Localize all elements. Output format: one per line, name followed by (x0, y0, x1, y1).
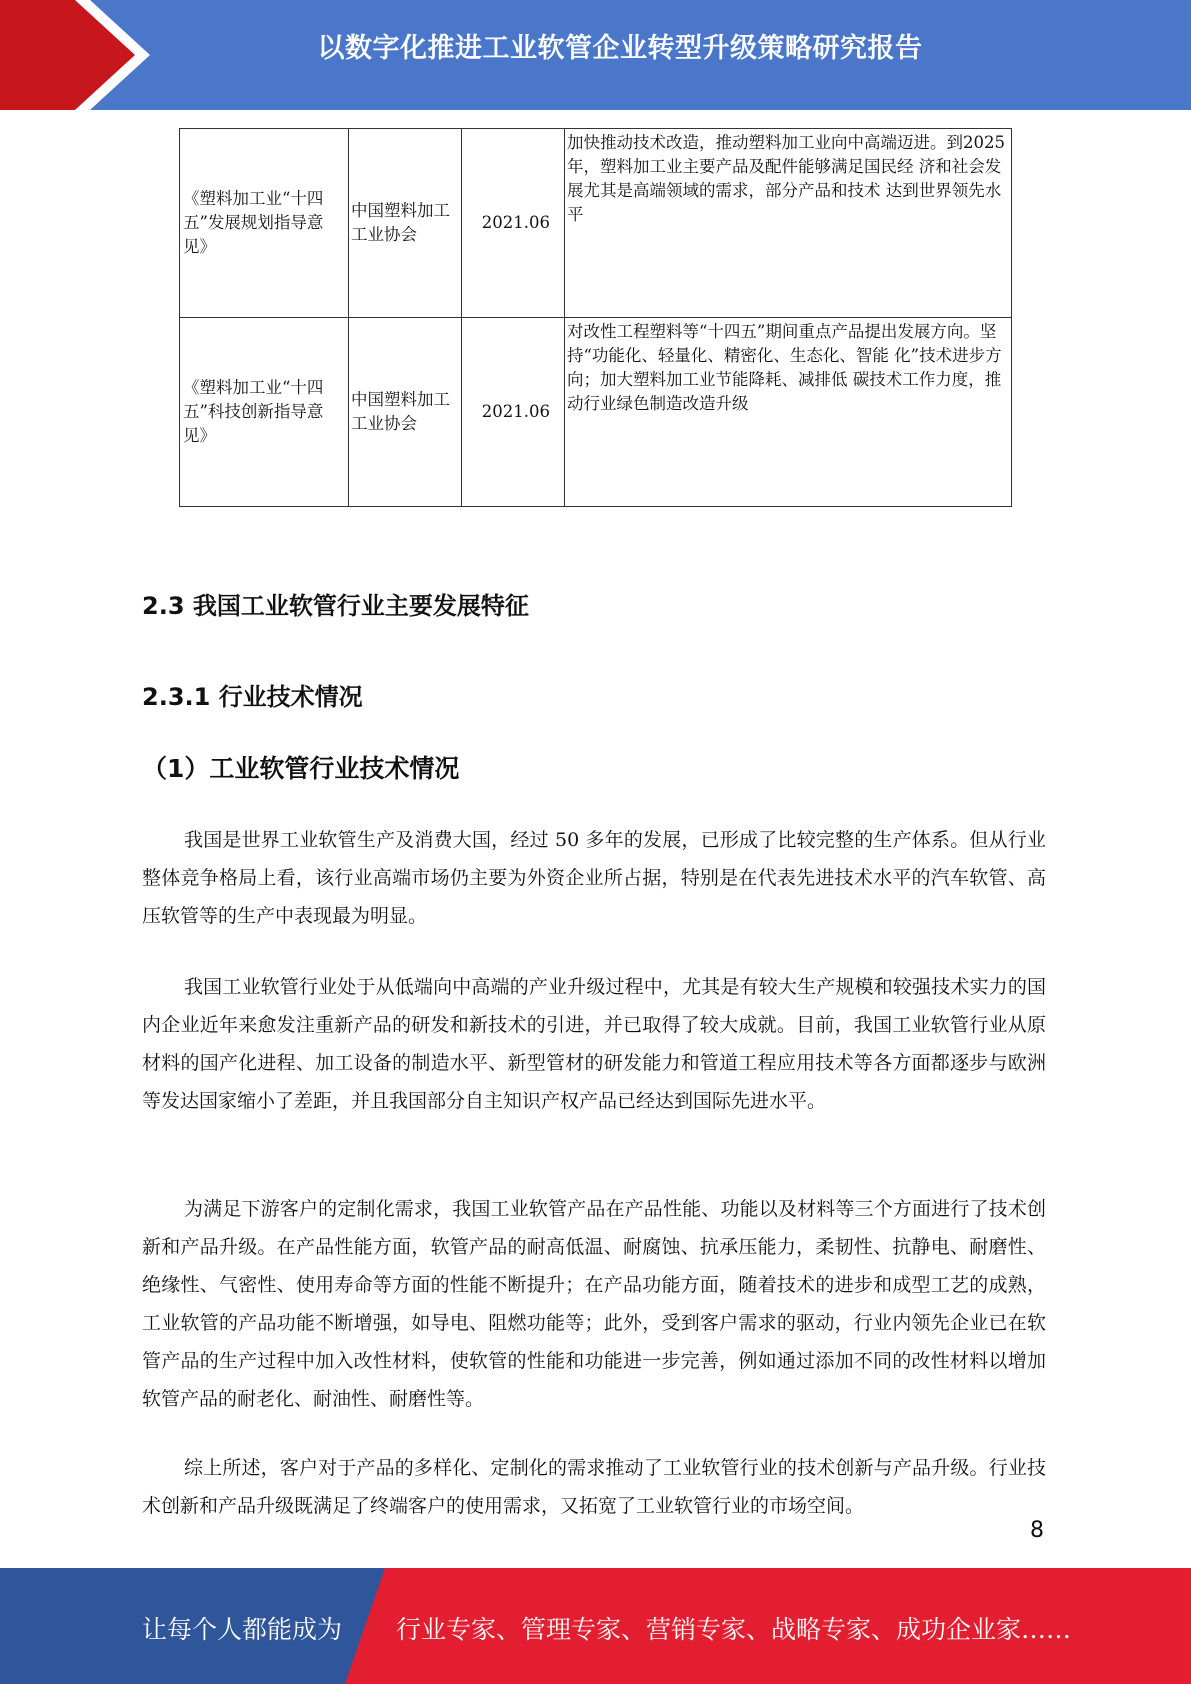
date-cell: 2021.06 (462, 129, 565, 318)
issuer-cell: 中国塑料加工工业协会 (349, 129, 462, 318)
page-number: 8 (1030, 1518, 1044, 1543)
section-heading: 2.3 我国工业软管行业主要发展特征 (142, 592, 529, 620)
footer-slogan-right: 行业专家、管理专家、营销专家、战略专家、成功企业家…… (396, 1615, 1072, 1644)
page-footer (0, 1568, 1191, 1684)
policy-name-cell: 《塑料加工业“十四五”发展规划指导意见》 (180, 129, 349, 318)
footer-slogan-left: 让每个人都能成为 (142, 1615, 343, 1644)
content-cell: 对改性工程塑料等“十四五”期间重点产品提出发展方向。坚持“功能化、轻量化、精密化、生态化、智能 化”技术进步方向；加大塑料加工业节能降耗、减排低 碳技术工作力度，推动行业绿色制造改造升级 (565, 318, 1012, 507)
subsection-heading: 2.3.1 行业技术情况 (142, 683, 363, 711)
header-arrow-icon (0, 0, 170, 110)
table-row (180, 129, 1012, 318)
date-cell: 2021.06 (462, 318, 565, 507)
table-row (180, 318, 1012, 507)
policy-name-cell: 《塑料加工业“十四五”科技创新指导意见》 (180, 318, 349, 507)
body-paragraph: 为满足下游客户的定制化需求，我国工业软管产品在产品性能、功能以及材料等三个方面进行了技术创新和产品升级。在产品性能方面，软管产品的耐高低温、耐腐蚀、抗承压能力，柔韧性、抗静电、耐磨性、绝缘性、气密性、使用寿命等方面的性能不断提升；在产品功能方面，随着技术的进步和成型工艺的成熟，工业软管的产品功能不断增强，如导电、阻燃功能等；此外，受到客户需求的驱动，行业内领先企业已在软管产品的生产过程中加入改性材料，使软管的性能和功能进一步完善，例如通过添加不同的改性材料以增加软管产品的耐老化、耐油性、耐磨性等。 (142, 1198, 1046, 1410)
body-paragraph: 综上所述，客户对于产品的多样化、定制化的需求推动了工业软管行业的技术创新与产品升级。行业技术创新和产品升级既满足了终端客户的使用需求，又拓宽了工业软管行业的市场空间。 (142, 1457, 1046, 1517)
content-cell: 加快推动技术改造，推动塑料加工业向中高端迈进。到2025年，塑料加工业主要产品及配件能够满足国民经 济和社会发展尤其是高端领域的需求，部分产品和技术 达到世界领先水平 (565, 129, 1012, 318)
report-title: 以数字化推进工业软管企业转型升级策略研究报告 (317, 33, 923, 64)
body-paragraph: 我国工业软管行业处于从低端向中高端的产业升级过程中，尤其是有较大生产规模和较强技术实力的国内企业近年来愈发注重新产品的研发和新技术的引进，并已取得了较大成就。目前，我国工业软管行业从原材料的国产化进程、加工设备的制造水平、新型管材的研发能力和管道工程应用技术等各方面都逐步与欧洲等发达国家缩小了差距，并且我国部分自主知识产权产品已经达到国际先进水平。 (142, 976, 1046, 1112)
page-header (0, 0, 1191, 110)
body-paragraph: 我国是世界工业软管生产及消费大国，经过 50 多年的发展，已形成了比较完整的生产体系。但从行业整体竞争格局上看，该行业高端市场仍主要为外资企业所占据，特别是在代表先进技术水平的汽车软管、高压软管等的生产中表现最为明显。 (142, 829, 1046, 927)
policy-table (179, 128, 1012, 507)
topic-heading: （1）工业软管行业技术情况 (142, 754, 460, 783)
issuer-cell: 中国塑料加工工业协会 (349, 318, 462, 507)
